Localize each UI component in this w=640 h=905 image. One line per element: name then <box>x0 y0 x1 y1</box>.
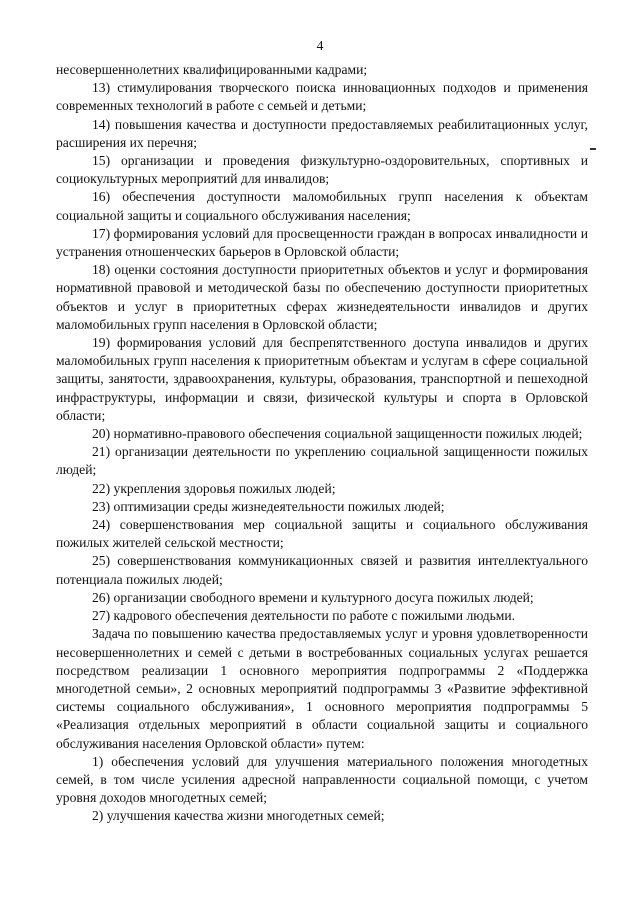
paragraph-item-22: 22) укрепления здоровья пожилых людей; <box>92 480 336 496</box>
paragraph-item-18: 18) оценки состояния доступности приоритетных объектов и услуг и формирования нормативной правовой и методической базы по обеспечению доступности приоритетных объектов и услуг в приоритетных сферах жизнедеятельности инвалидов и других маломобильных групп населения в Орловской области; <box>56 262 588 332</box>
paragraph-item-24: 24) совершенствования мер социальной защиты и социального обслуживания пожилых жителей сельской местности; <box>56 517 588 551</box>
page-number: 4 <box>316 38 324 53</box>
paragraph-item-20: 20) нормативно-правового обеспечения социальной защищенности пожилых людей; <box>92 426 583 442</box>
paragraph-task: Задача по повышению качества предоставляемых услуг и уровня удовлетворенности несовершеннолетних и семей с детьми в востребованных социальных услугах решается посредством реализации 1 основного мероприятия подпрограммы 2 «Поддержка многодетной семьи», 2 основных мероприятий подпрограммы 3 «Развитие эффективной системы социального обслуживания», 1 основного мероприятия подпрограммы 5 «Реализация отдельных мероприятий в области социальной защиты и социального обслуживания населения Орловской области» путем: <box>56 626 588 751</box>
paragraph-item-19: 19) формирования условий для беспрепятственного доступа инвалидов и других маломобильных групп населения к приоритетным объектам и услугам в сфере социальной защиты, занятости, здравоохранения, культуры, образования, транспортной и пешеходной инфраструктуры, информации и связи, физической культуры и спорта в Орловской области; <box>56 335 588 423</box>
paragraph-method-2: 2) улучшения качества жизни многодетных семей; <box>92 808 385 824</box>
paragraph-item-21: 21) организации деятельности по укреплению социальной защищенности пожилых людей; <box>56 444 588 478</box>
scan-mark <box>590 148 596 150</box>
paragraph-item-23: 23) оптимизации среды жизнедеятельности пожилых людей; <box>92 498 445 514</box>
paragraph-item-26: 26) организации свободного времени и культурного досуга пожилых людей; <box>92 589 534 605</box>
paragraph-item-15: 15) организации и проведения физкультурно-оздоровительных, спортивных и социокультурных мероприятий для инвалидов; <box>56 153 588 187</box>
paragraph-method-1: 1) обеспечения условий для улучшения материального положения многодетных семей, в том числе усиления адресной направленности социальной помощи, с учетом уровня доходов многодетных семей; <box>56 753 588 806</box>
paragraph-item-13: 13) стимулирования творческого поиска инновационных подходов и применения современных технологий в работе с семьей и детьми; <box>56 80 588 114</box>
document-body <box>56 61 588 826</box>
paragraph-item-16: 16) обеспечения доступности маломобильных групп населения к объектам социальной защиты и социального обслуживания населения; <box>56 189 588 223</box>
paragraph-item-14: 14) повышения качества и доступности предоставляемых реабилитационных услуг, расширения их перечня; <box>56 116 588 150</box>
paragraph-item-25: 25) совершенствования коммуникационных связей и развития интеллектуального потенциала пожилых людей; <box>56 553 588 587</box>
paragraph-item-17: 17) формирования условий для просвещенности граждан в вопросах инвалидности и устранения отношенческих барьеров в Орловской области; <box>56 225 588 260</box>
paragraph-item-27: 27) кадрового обеспечения деятельности по работе с пожилыми людьми. <box>92 608 516 624</box>
paragraph-continuation: несовершеннолетних квалифицированными кадрами; <box>56 62 368 77</box>
